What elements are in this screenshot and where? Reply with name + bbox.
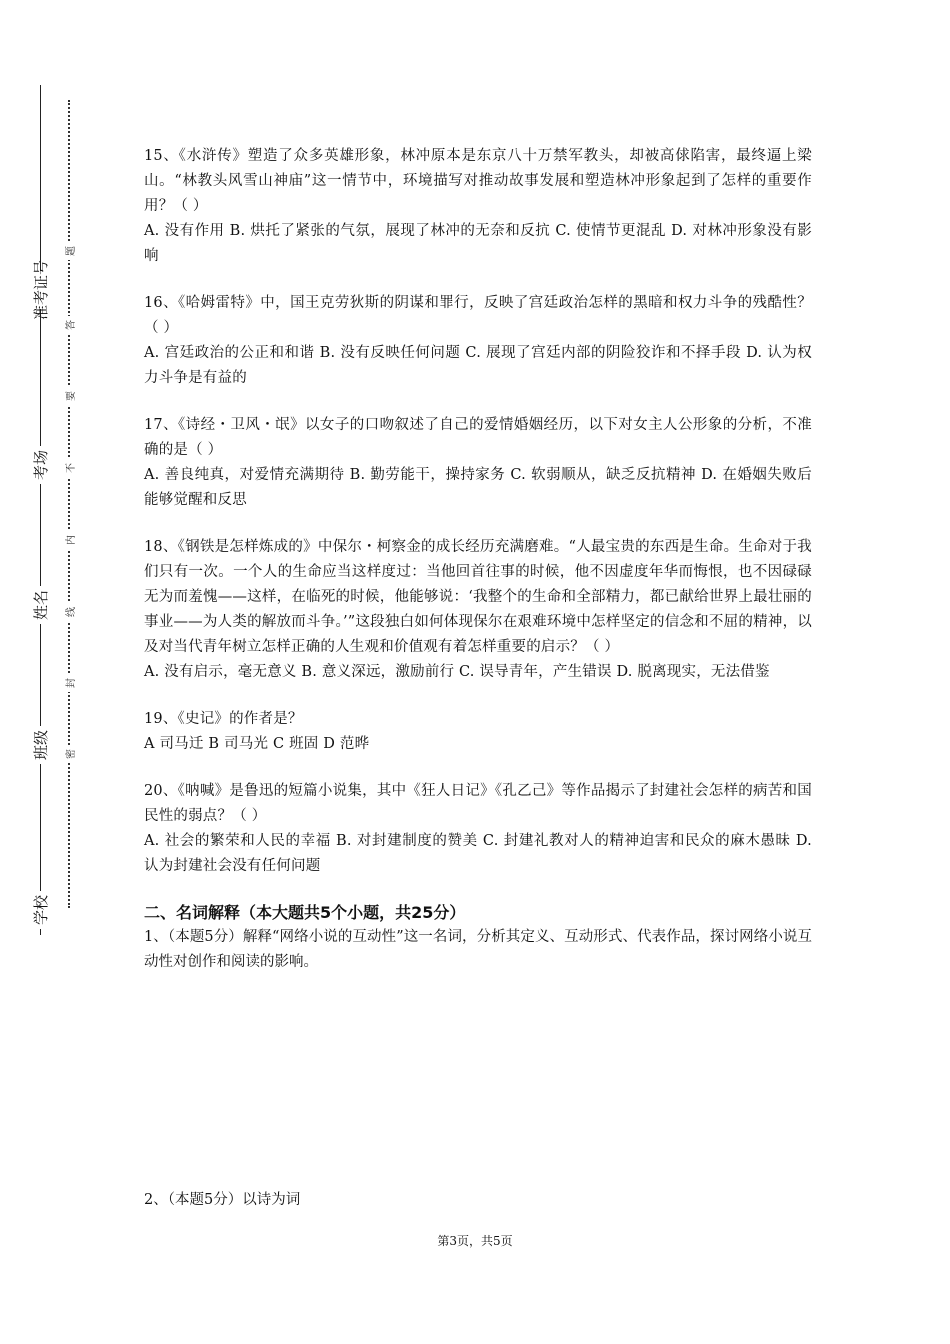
seal-char-bu: 不 <box>61 459 77 477</box>
section-title: 二、名词解释（本大题共5个小题，共25分） <box>144 903 466 922</box>
seal-char-nei: 内 <box>61 531 77 549</box>
question-18 <box>144 535 812 685</box>
seal-char-feng: 封 <box>61 674 77 692</box>
question-19 <box>144 707 812 757</box>
label-exam-number: 准考证号 <box>20 271 60 309</box>
question-stem: 15、《水浒传》塑造了众多英雄形象，林冲原本是东京八十万禁军教头，却被高俅陷害，最终逼上梁山。“林教头风雪山神庙”这一情节中，环境描写对推动故事发展和塑造林冲形象起到了怎样的重要作用？（ ） <box>144 148 812 214</box>
label-school: 学校 <box>20 891 60 929</box>
seal-char-mi: 密 <box>61 745 77 763</box>
question-stem: 19、《史记》的作者是？ <box>144 711 303 727</box>
term-question-1: 1、（本题5分）解释“网络小说的互动性”这一名词，分析其定义、互动形式、代表作品，探讨网络小说互动性对创作和阅读的影响。 <box>144 929 812 970</box>
question-20 <box>144 779 812 879</box>
seal-char-xian: 线 <box>61 603 77 621</box>
question-stem: 18、《钢铁是怎样炼成的》中保尔・柯察金的成长经历充满磨难。“人最宝贵的东西是生命。生命对于我们只有一次。一个人的生命应当这样度过：当他回首往事的时候，他不因虚度年华而悔恨，也不因碌碌无为而羞愧——这样，在临死的时候，他能够说：‘我整个的生命和全部精力，都已献给世界上最壮丽的事业——为人类的解放而斗争。’”这段独白如何体现保尔在艰难环境中怎样坚定的信念和不屈的精神，以及对当代青年树立怎样正确的人生观和价值观有着怎样重要的启示？（ ） <box>144 539 812 655</box>
question-15 <box>144 144 812 269</box>
page-footer: 第3页，共5页 <box>437 1234 513 1248</box>
question-options: A. 没有启示，毫无意义 B. 意义深远，激励前行 C. 误导青年，产生错误 D. 脱离现实，无法借鉴 <box>144 664 770 680</box>
question-options: A. 宫廷政治的公正和和谐 B. 没有反映任何问题 C. 展现了宫廷内部的阴险狡诈和不择手段 D. 认为权力斗争是有益的 <box>144 345 812 386</box>
binding-solid-line <box>40 85 41 935</box>
question-stem: 20、《呐喊》是鲁迅的短篇小说集，其中《狂人日记》《孔乙己》等作品揭示了封建社会怎样的病苦和国民性的弱点？（ ） <box>144 783 812 824</box>
seal-char-yao: 要 <box>61 387 77 405</box>
seal-char-ti: 题 <box>61 242 77 260</box>
label-exam-room: 考场 <box>20 446 60 484</box>
question-16 <box>144 291 812 391</box>
question-options: A. 善良纯真，对爱情充满期待 B. 勤劳能干，操持家务 C. 软弱顺从，缺乏反抗精神 D. 在婚姻失败后能够觉醒和反思 <box>144 467 812 508</box>
question-options: A 司马迁 B 司马光 C 班固 D 范晔 <box>144 736 370 752</box>
seal-dotted-line <box>68 100 70 908</box>
label-name: 姓名 <box>20 586 60 624</box>
question-stem: 17、《诗经・卫风・氓》以女子的口吻叙述了自己的爱情婚姻经历，以下对女主人公形象的分析，不准确的是（ ） <box>144 417 812 458</box>
question-options: A. 没有作用 B. 烘托了紧张的气氛，展现了林冲的无奈和反抗 C. 使情节更混乱 D. 对林冲形象没有影响 <box>144 223 812 264</box>
question-17 <box>144 413 812 513</box>
question-options: A. 社会的繁荣和人民的幸福 B. 对封建制度的赞美 C. 封建礼教对人的精神迫害和民众的麻木愚昧 D. 认为封建社会没有任何问题 <box>144 833 812 874</box>
question-stem: 16、《哈姆雷特》中，国王克劳狄斯的阴谋和罪行，反映了宫廷政治怎样的黑暗和权力斗争的残酷性？（ ） <box>144 295 812 336</box>
term-question-2: 2、（本题5分）以诗为词 <box>144 1192 301 1208</box>
label-class: 班级 <box>20 726 60 764</box>
seal-char-da: 答 <box>61 316 77 334</box>
exam-content <box>144 144 812 975</box>
